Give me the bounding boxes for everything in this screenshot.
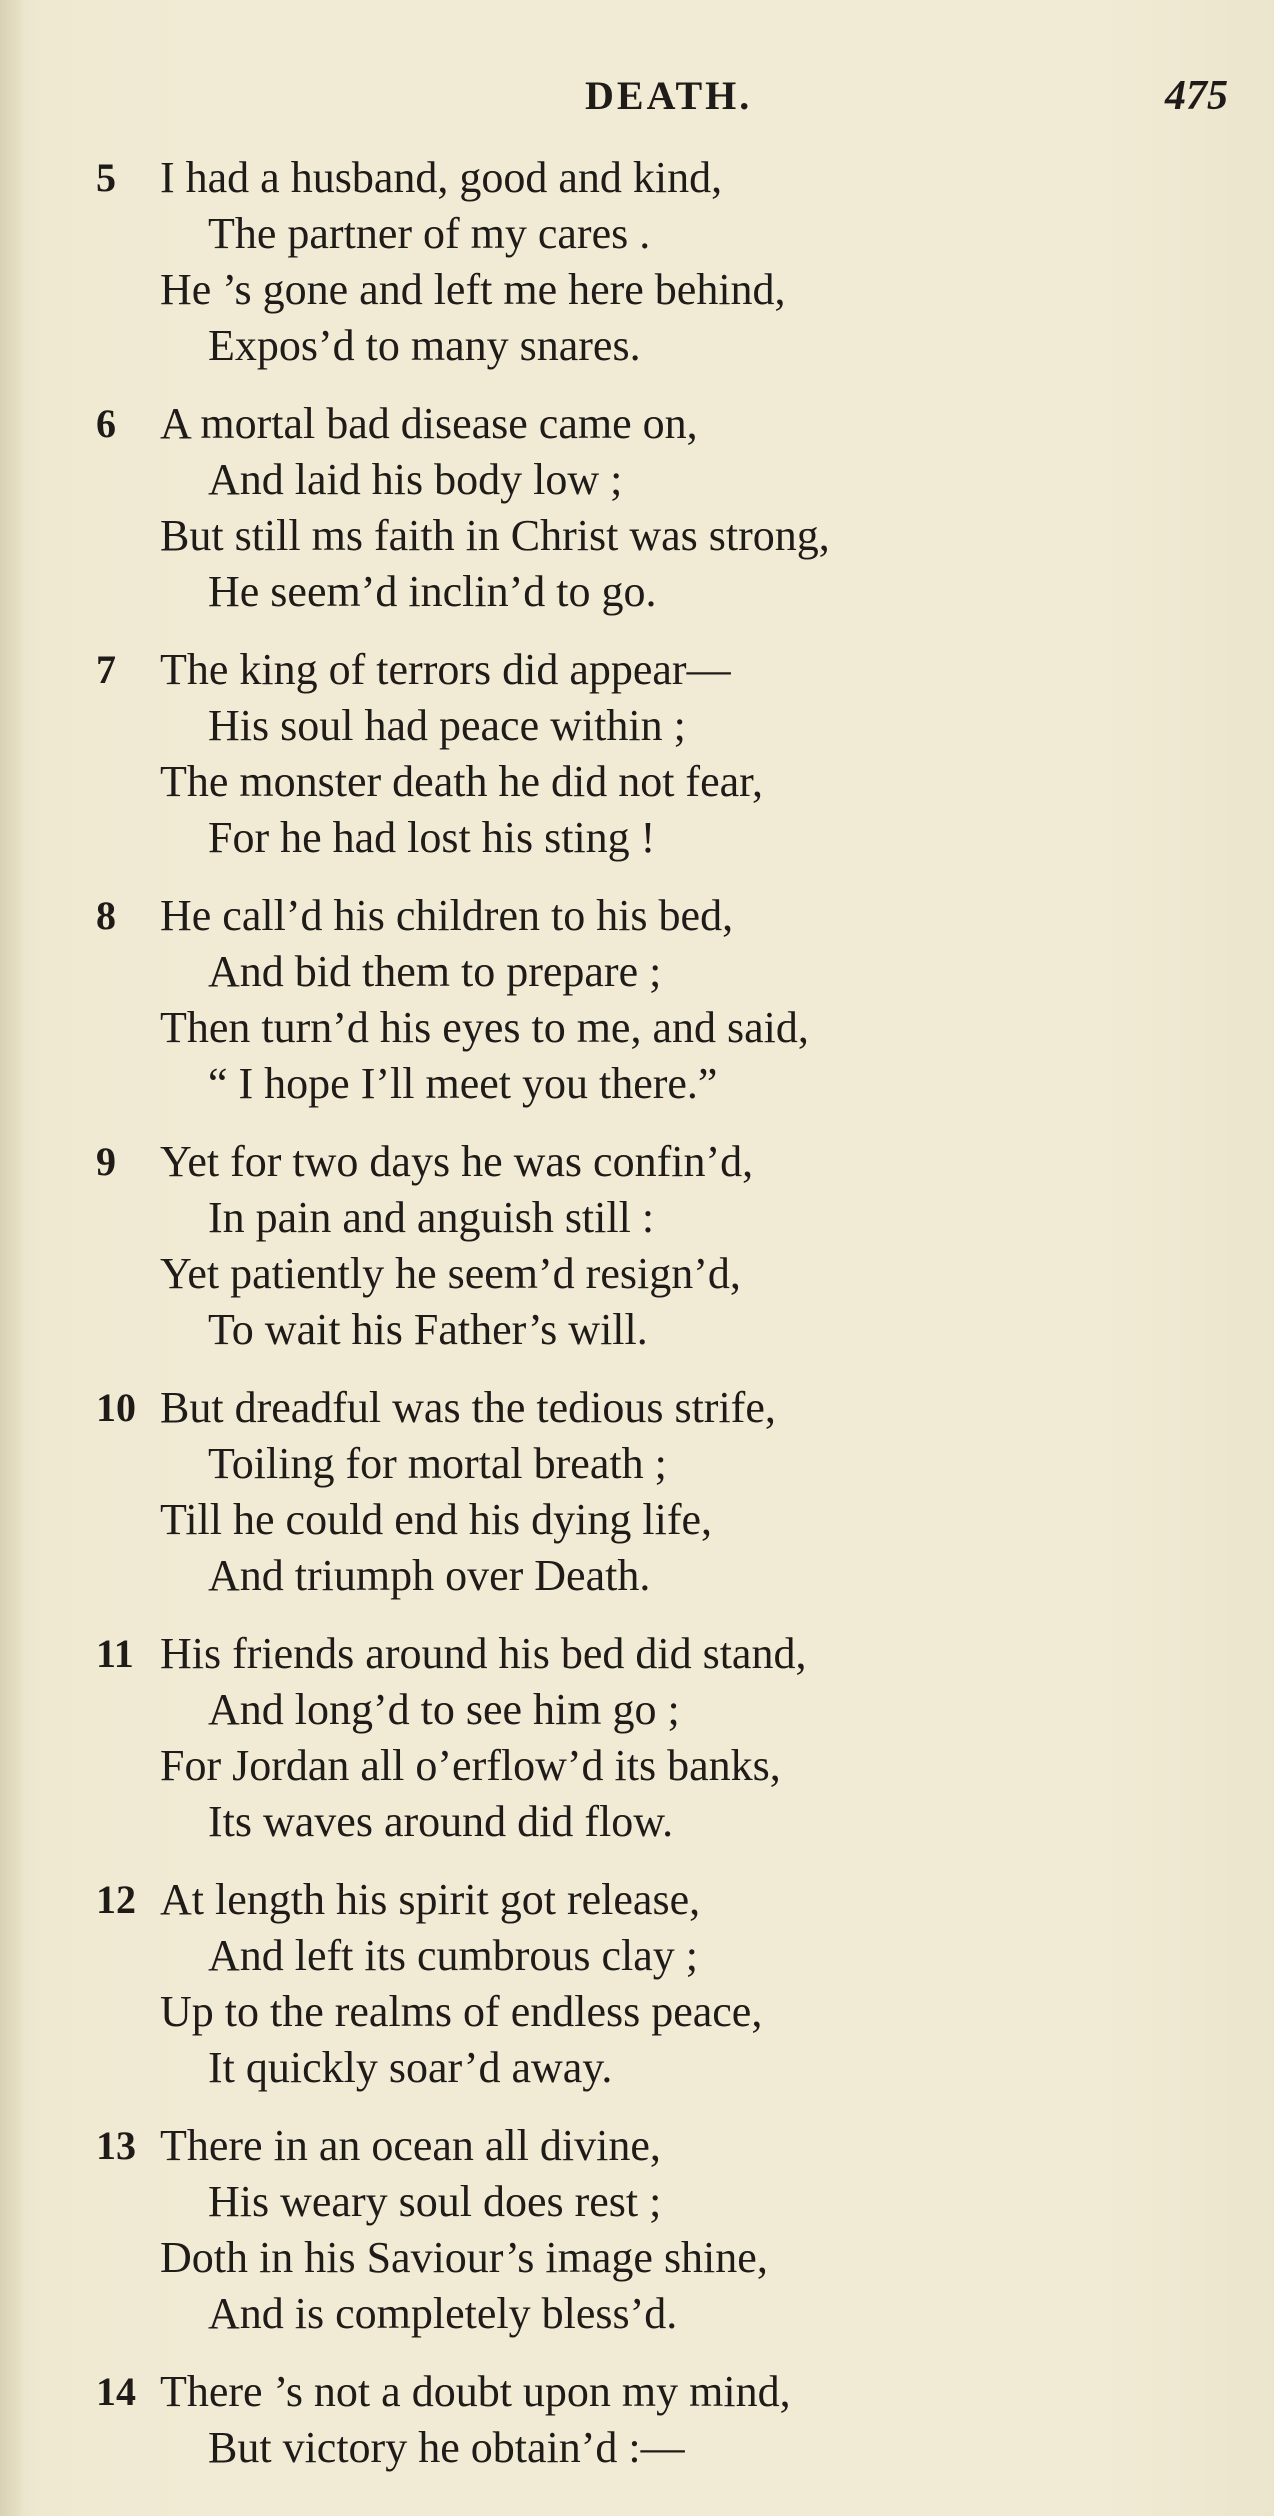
stanza bbox=[0, 150, 1274, 374]
verse-line bbox=[0, 1380, 1274, 1436]
stanza bbox=[0, 1380, 1274, 1604]
verse-line-text: “ I hope I’ll meet you there.” bbox=[208, 1059, 718, 1108]
verse-line-text: For Jordan all o’erflow’d its banks, bbox=[160, 1741, 781, 1790]
verse-line-text: There in an ocean all divine, bbox=[160, 2121, 661, 2170]
verse-line-text: Yet patiently he seem’d resign’d, bbox=[160, 1249, 741, 1298]
stanza bbox=[0, 396, 1274, 620]
verse-line bbox=[0, 1984, 1274, 2040]
stanza-number: 10 bbox=[96, 1385, 136, 1430]
verse-line-text: At length his spirit got release, bbox=[160, 1875, 701, 1924]
verse-line bbox=[0, 1794, 1274, 1850]
verse-line-text: His weary soul does rest ; bbox=[208, 2177, 662, 2226]
verse-line bbox=[0, 642, 1274, 698]
verse-line-text: Expos’d to many snares. bbox=[208, 321, 641, 370]
verse-line-text: The monster death he did not fear, bbox=[160, 757, 764, 806]
verse-line bbox=[0, 1872, 1274, 1928]
verse-line bbox=[0, 1246, 1274, 1302]
verse-line-text: Up to the realms of endless peace, bbox=[160, 1987, 763, 2036]
verse-line-text: Toiling for mortal breath ; bbox=[208, 1439, 667, 1488]
verse-line-text: He seem’d inclin’d to go. bbox=[208, 567, 657, 616]
verse-line bbox=[0, 698, 1274, 754]
stanza bbox=[0, 1134, 1274, 1358]
verse-line bbox=[0, 318, 1274, 374]
verse-line bbox=[0, 1492, 1274, 1548]
verse-line-text: Yet for two days he was confin’d, bbox=[160, 1137, 754, 1186]
stanza-number: 12 bbox=[96, 1877, 136, 1922]
verse-line-text: Till he could end his dying life, bbox=[160, 1495, 713, 1544]
verse-line bbox=[0, 810, 1274, 866]
verse-line-text: The king of terrors did appear— bbox=[160, 645, 731, 694]
verse-line-text: To wait his Father’s will. bbox=[208, 1305, 648, 1354]
stanza bbox=[0, 888, 1274, 1112]
verse-line bbox=[0, 1134, 1274, 1190]
stanza bbox=[0, 1872, 1274, 2096]
verse-line-text: His friends around his bed did stand, bbox=[160, 1629, 807, 1678]
stanza-number: 13 bbox=[96, 2123, 136, 2168]
stanza-number: 5 bbox=[96, 155, 116, 200]
stanza-number: 7 bbox=[96, 647, 116, 692]
verse-line bbox=[0, 2118, 1274, 2174]
verse-line-text: He ’s gone and left me here behind, bbox=[160, 265, 786, 314]
verse-line-text: But still ms faith in Christ was strong, bbox=[160, 511, 830, 560]
verse-line bbox=[0, 944, 1274, 1000]
verse-line-text: But dreadful was the tedious strife, bbox=[160, 1383, 776, 1432]
verse-line bbox=[0, 452, 1274, 508]
verse-line-text: And bid them to prepare ; bbox=[208, 947, 662, 996]
verse-line bbox=[0, 1436, 1274, 1492]
verse-line-text: Doth in his Saviour’s image shine, bbox=[160, 2233, 768, 2282]
verse-line-text: It quickly soar’d away. bbox=[208, 2043, 613, 2092]
verse-line-text: In pain and anguish still : bbox=[208, 1193, 655, 1242]
verse-line bbox=[0, 2040, 1274, 2096]
verse-line bbox=[0, 2364, 1274, 2420]
verse-line bbox=[0, 396, 1274, 452]
verse-line bbox=[0, 1682, 1274, 1738]
verse-line-text: And left its cumbrous clay ; bbox=[208, 1931, 699, 1980]
stanza-number: 6 bbox=[96, 401, 116, 446]
page-header bbox=[0, 72, 1274, 132]
stanza bbox=[0, 2118, 1274, 2342]
verse-line bbox=[0, 1738, 1274, 1794]
verse-line-text: His soul had peace within ; bbox=[208, 701, 686, 750]
verse-line bbox=[0, 1056, 1274, 1112]
verse-line bbox=[0, 1928, 1274, 1984]
verse-line-text: And triumph over Death. bbox=[208, 1551, 651, 1600]
stanza-number: 8 bbox=[96, 893, 116, 938]
stanza bbox=[0, 2364, 1274, 2476]
verse-line bbox=[0, 150, 1274, 206]
verse-line bbox=[0, 1190, 1274, 1246]
verse-line-text: Its waves around did flow. bbox=[208, 1797, 674, 1846]
verse-line bbox=[0, 1548, 1274, 1604]
stanza-number: 14 bbox=[96, 2369, 136, 2414]
verse-line-text: He call’d his children to his bed, bbox=[160, 891, 734, 940]
verse-line bbox=[0, 206, 1274, 262]
verse-line bbox=[0, 1626, 1274, 1682]
stanza-number: 11 bbox=[96, 1631, 134, 1676]
verse-line bbox=[0, 754, 1274, 810]
verse-line-text: I had a husband, good and kind, bbox=[160, 153, 723, 202]
verse-line-text: And is completely bless’d. bbox=[208, 2289, 678, 2338]
verse-line-text: But victory he obtain’d :— bbox=[208, 2423, 685, 2472]
verse-line-text: Then turn’d his eyes to me, and said, bbox=[160, 1003, 809, 1052]
verse-line bbox=[0, 564, 1274, 620]
verse-line-text: And laid his body low ; bbox=[208, 455, 623, 504]
stanza bbox=[0, 642, 1274, 866]
verse-line bbox=[0, 262, 1274, 318]
verse-line-text: For he had lost his sting ! bbox=[208, 813, 656, 862]
verse-line bbox=[0, 888, 1274, 944]
verse-line bbox=[0, 1000, 1274, 1056]
verse-line bbox=[0, 2420, 1274, 2476]
verse-line-text: There ’s not a doubt upon my mind, bbox=[160, 2367, 791, 2416]
verse-line-text: A mortal bad disease came on, bbox=[160, 399, 698, 448]
verse-line bbox=[0, 1302, 1274, 1358]
verse-line-text: The partner of my cares . bbox=[208, 209, 651, 258]
verse-line-text: And long’d to see him go ; bbox=[208, 1685, 680, 1734]
verse-line bbox=[0, 2174, 1274, 2230]
verse-line bbox=[0, 2286, 1274, 2342]
stanza-number: 9 bbox=[96, 1139, 116, 1184]
verse-line bbox=[0, 2230, 1274, 2286]
verse-line bbox=[0, 508, 1274, 564]
hymn-stanzas bbox=[0, 150, 1274, 2498]
page-number: 475 bbox=[1165, 73, 1228, 119]
running-head: DEATH. bbox=[585, 73, 753, 118]
stanza bbox=[0, 1626, 1274, 1850]
